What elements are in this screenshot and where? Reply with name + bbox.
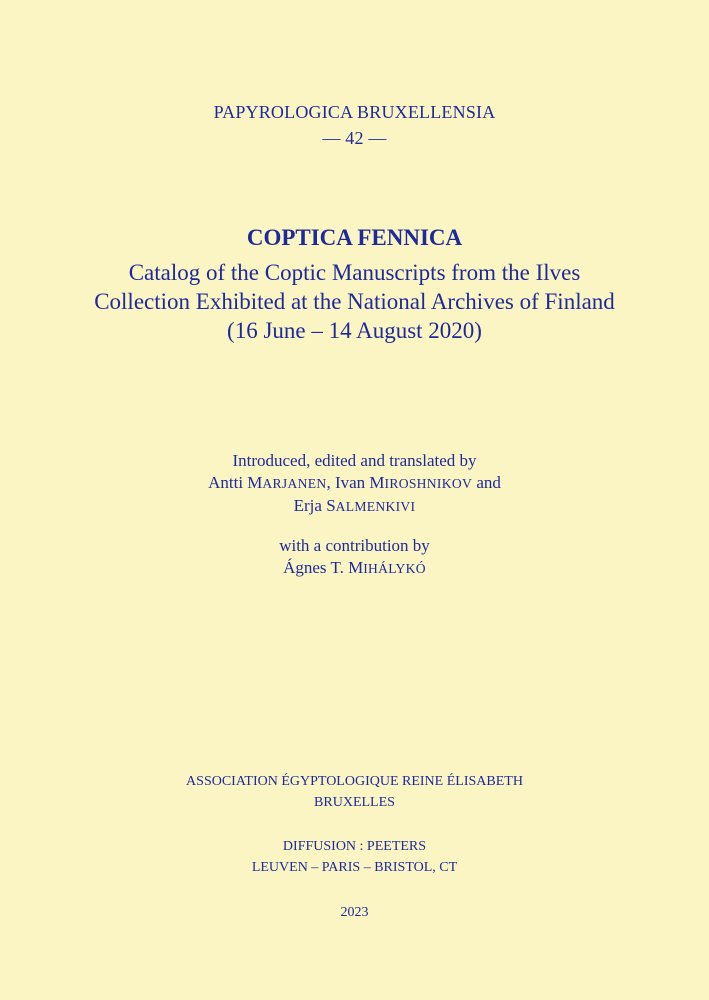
- editor-1-name: Antti M: [208, 473, 263, 492]
- publisher-block: [0, 771, 709, 813]
- editor-and: and: [472, 473, 501, 492]
- editors-line-1: [0, 472, 709, 495]
- editor-3-surname: ALMENKIVI: [335, 499, 416, 514]
- editors-line-2: [0, 495, 709, 518]
- publisher-city: BRUXELLES: [314, 795, 395, 810]
- publisher-name: ASSOCIATION ÉGYPTOLOGIQUE REINE ÉLISABETH: [186, 774, 523, 789]
- credit-intro: Introduced, edited and translated by: [232, 451, 477, 470]
- publication-year: 2023: [340, 905, 369, 920]
- subtitle-line-3: (16 June – 14 August 2020): [227, 318, 482, 343]
- diffusion-name: DIFFUSION : PEETERS: [282, 839, 427, 854]
- editor-2-surname: IROSHNIKOV: [384, 476, 473, 491]
- contribution-credit: [0, 535, 709, 580]
- editor-3-name: Erja S: [293, 496, 336, 515]
- editor-separator: ,: [326, 473, 335, 492]
- diffusion-cities: LEUVEN – PARIS – BRISTOL, CT: [251, 860, 458, 875]
- book-subtitle: [0, 258, 709, 345]
- editor-2-name: Ivan M: [334, 473, 385, 492]
- series-number: — 42 —: [322, 128, 387, 148]
- subtitle-line-1: Catalog of the Coptic Manuscripts from the Ilves: [128, 260, 581, 285]
- series-block: [0, 99, 709, 151]
- series-name: PAPYROLOGICA BRUXELLENSIA: [213, 102, 496, 122]
- subtitle-line-2: Collection Exhibited at the National Archives of Finland: [94, 289, 615, 314]
- contribution-intro: with a contribution by: [279, 536, 430, 555]
- editors-credit: [0, 450, 709, 518]
- contributor-surname: IHÁLYKÓ: [363, 561, 426, 576]
- diffusion-block: [0, 836, 709, 878]
- contributor-line: [0, 557, 709, 580]
- contributor-name: Ágnes T. M: [283, 558, 364, 577]
- editor-1-surname: ARJANEN: [262, 476, 327, 491]
- book-title: COPTICA FENNICA: [246, 225, 463, 250]
